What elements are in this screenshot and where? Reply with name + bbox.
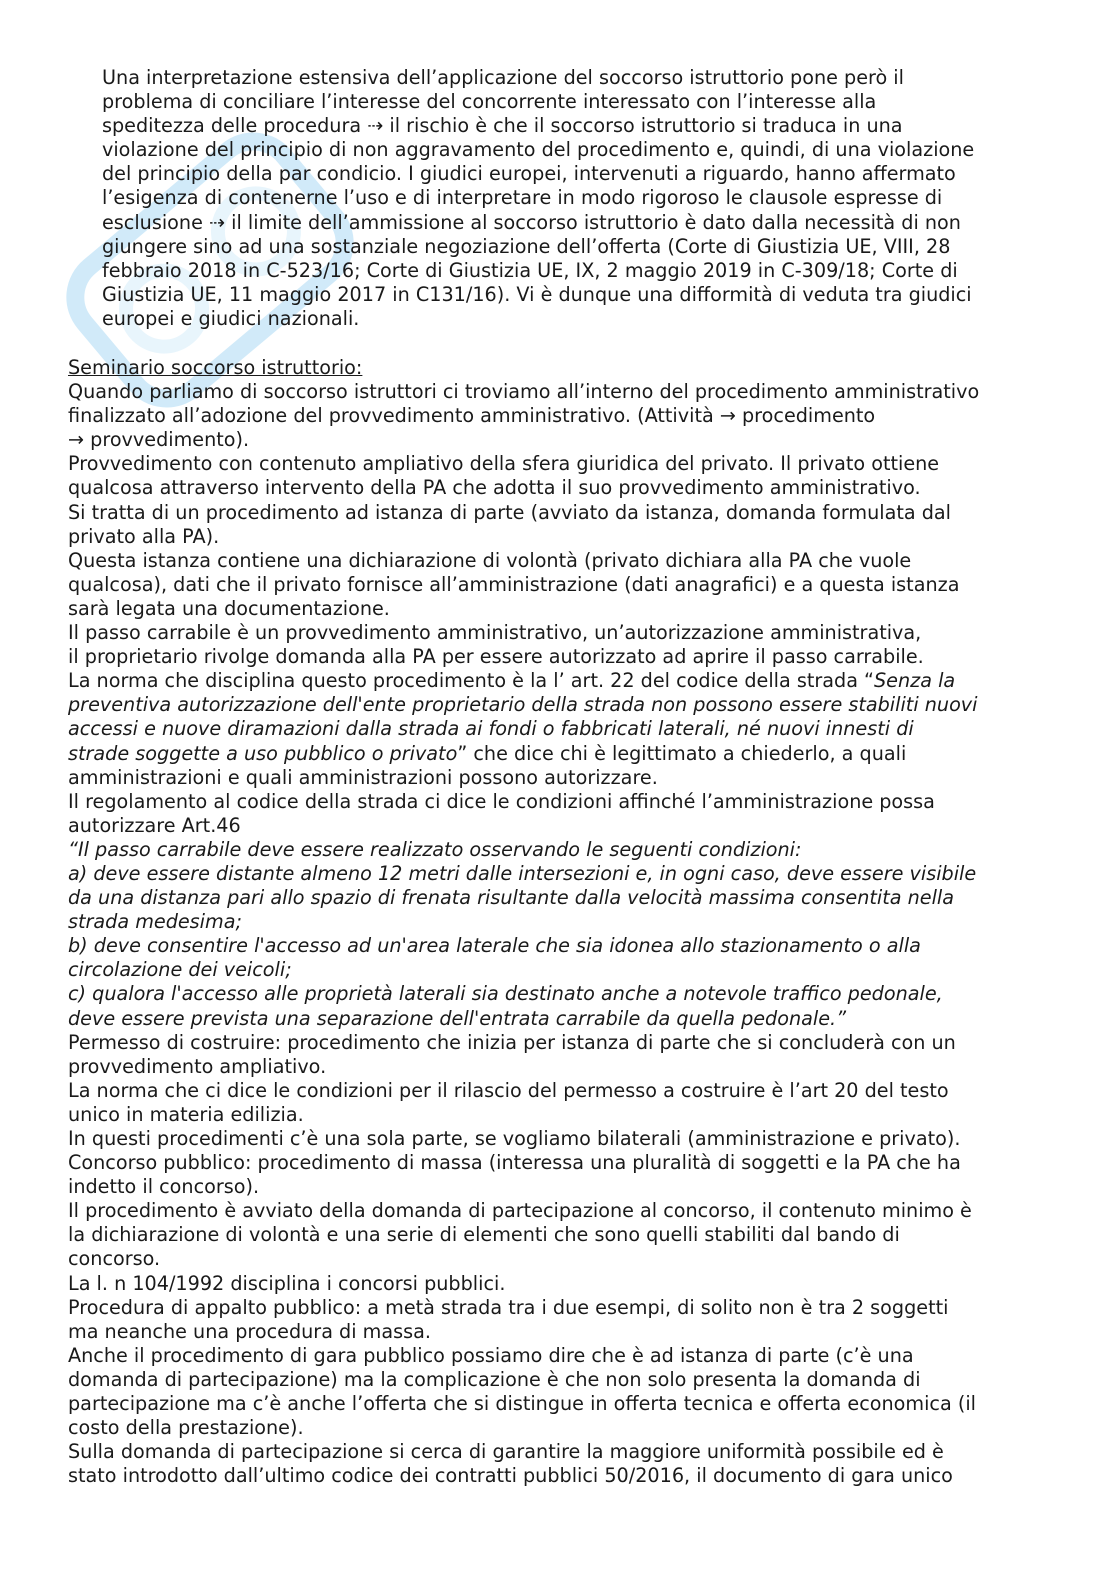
text-line: problema di conciliare l’interesse del concorrente interessato con l’interesse alla xyxy=(102,90,877,114)
text-segment: ” che dice chi è legittimato a chiederlo, a quali xyxy=(457,741,907,765)
text-line xyxy=(68,742,979,766)
quote-segment: “Il passo carrabile deve essere realizzato osservando le seguenti condizioni: xyxy=(68,837,802,861)
text-line: febbraio 2018 in C-523/16; Corte di Giustizia UE, IX, 2 maggio 2019 in C-309/18; Corte di xyxy=(102,258,958,282)
text-line: qualcosa), dati che il privato fornisce all’amministrazione (dati anagrafici) e a questa istanza xyxy=(68,572,960,596)
text-line: Anche il procedimento di gara pubblico possiamo dire che è ad istanza di parte (c’è una xyxy=(68,1343,914,1367)
text-line: Quando parliamo di soccorso istruttori ci troviamo all’interno del procedimento amministrativo xyxy=(68,380,980,404)
quote-line xyxy=(68,934,979,958)
text-line: speditezza delle procedura ⇢ il rischio è che il soccorso istruttorio si traduca in una xyxy=(102,114,903,138)
text-line: qualcosa attraverso intervento della PA che adotta il suo provvedimento amministrativo. xyxy=(68,476,921,500)
quote-segment: a) deve essere distante almeno 12 metri dalle intersezioni e, in ogni caso, deve essere visibile xyxy=(68,861,977,885)
text-line: Il procedimento è avviato della domanda di partecipazione al concorso, il contenuto minimo è xyxy=(68,1199,972,1223)
quote-segment: c) qualora l'accesso alle proprietà laterali sia destinato anche a notevole traffico pedonale, xyxy=(68,982,943,1006)
quote-line xyxy=(68,838,979,862)
text-line: Provvedimento con contenuto ampliativo della sfera giuridica del privato. Il privato ottiene xyxy=(68,452,940,476)
quote-line xyxy=(68,958,979,982)
text-line: Si tratta di un procedimento ad istanza di parte (avviato da istanza, domanda formulata dal xyxy=(68,500,952,524)
quote-line xyxy=(68,1007,979,1031)
text-line: la dichiarazione di volontà e una serie di elementi che sono quelli stabiliti dal bando di xyxy=(68,1223,900,1247)
quote-line xyxy=(68,862,979,886)
text-line: Giustizia UE, 11 maggio 2017 in C131/16). Vi è dunque una difformità di veduta tra giudici xyxy=(102,282,972,306)
text-line: costo della prestazione). xyxy=(68,1416,304,1440)
quote-segment: strada medesima; xyxy=(68,910,242,934)
text-line: Concorso pubblico: procedimento di massa (interessa una pluralità di soggetti e la PA che ha xyxy=(68,1151,961,1175)
text-line: partecipazione ma c’è anche l’offerta che si distingue in offerta tecnica e offerta economica (il xyxy=(68,1392,976,1416)
section-title: Seminario soccorso istruttorio: xyxy=(68,356,363,379)
text-line: privato alla PA). xyxy=(68,524,220,548)
text-line: giungere sino ad una sostanziale negoziazione dell’offerta (Corte di Giustizia UE, VIII, 28 xyxy=(102,234,951,258)
seminar-section xyxy=(68,356,979,1488)
text-line: La l. n 104/1992 disciplina i concorsi pubblici. xyxy=(68,1271,506,1295)
text-line: Sulla domanda di partecipazione si cerca di garantire la maggiore uniformità possibile ed è xyxy=(68,1440,944,1464)
text-line: Procedura di appalto pubblico: a metà strada tra i due esempi, di solito non è tra 2 soggetti xyxy=(68,1295,949,1319)
text-line: il proprietario rivolge domanda alla PA per essere autorizzato ad aprire il passo carrabile. xyxy=(68,645,924,669)
quote-line xyxy=(68,910,979,934)
quote-segment: strade soggette a uso pubblico o privato xyxy=(68,741,458,765)
text-line: Permesso di costruire: procedimento che inizia per istanza di parte che si concluderà con un xyxy=(68,1030,956,1054)
text-line: autorizzare Art.46 xyxy=(68,813,241,837)
quote-line xyxy=(68,693,979,717)
text-line: l’esigenza di contenerne l’uso e di interpretare in modo rigoroso le clausole espresse di xyxy=(102,186,943,210)
text-line: stato introdotto dall’ultimo codice dei contratti pubblici 50/2016, il documento di gara unico xyxy=(68,1464,953,1488)
intro-paragraph xyxy=(102,66,974,331)
text-line: Una interpretazione estensiva dell’applicazione del soccorso istruttorio pone però il xyxy=(102,66,904,89)
quote-line xyxy=(68,717,979,741)
text-line: → provvedimento). xyxy=(68,428,250,452)
quote-segment: accessi e nuove diramazioni dalla strada ai fondi o fabbricati laterali, né nuovi innesti di xyxy=(68,717,914,741)
quote-segment: Senza la xyxy=(874,669,956,693)
text-line xyxy=(68,669,979,693)
text-line: Il regolamento al codice della strada ci dice le condizioni affinché l’amministrazione possa xyxy=(68,789,935,813)
text-line: In questi procedimenti c’è una sola parte, se vogliamo bilaterali (amministrazione e privato). xyxy=(68,1127,961,1150)
text-line: concorso. xyxy=(68,1247,161,1271)
text-line: Questa istanza contiene una dichiarazione di volontà (privato dichiara alla PA che vuole xyxy=(68,548,912,572)
text-line: esclusione ⇢ il limite dell’ammissione al soccorso istruttorio è dato dalla necessità di non xyxy=(102,210,961,234)
quote-line xyxy=(68,982,979,1006)
text-line: provvedimento ampliativo. xyxy=(68,1054,327,1078)
text-line: La norma che ci dice le condizioni per il rilascio del permesso a costruire è l’art 20 del testo xyxy=(68,1078,949,1102)
text-segment: La norma che disciplina questo procedimento è la l’ art. 22 del codice della strada “ xyxy=(68,669,874,693)
text-line: unico in materia edilizia. xyxy=(68,1102,304,1126)
quote-segment: b) deve consentire l'accesso ad un'area laterale che sia idonea allo stazionamento o alla xyxy=(68,934,921,958)
quote-segment: circolazione dei veicoli; xyxy=(68,958,292,982)
text-line: domanda di partecipazione) ma la complicazione è che non solo presenta la domanda di xyxy=(68,1367,921,1391)
text-line: finalizzato all’adozione del provvedimento amministrativo. (Attività → procedimento xyxy=(68,404,876,428)
quote-segment: deve essere prevista una separazione dell'entrata carrabile da quella pedonale.” xyxy=(68,1006,847,1030)
text-line: europei e giudici nazionali. xyxy=(102,306,360,330)
text-line: indetto il concorso). xyxy=(68,1175,260,1199)
quote-line xyxy=(68,886,979,910)
text-line: violazione del principio di non aggravamento del procedimento e, quindi, di una violazione xyxy=(102,138,975,162)
quote-segment: da una distanza pari allo spazio di frenata risultante dalla velocità massima consentita nella xyxy=(68,886,955,910)
text-line: sarà legata una documentazione. xyxy=(68,596,390,620)
quote-segment: preventiva autorizzazione dell'ente proprietario della strada non possono essere stabiliti nuovi xyxy=(68,693,978,717)
text-line: Il passo carrabile è un provvedimento amministrativo, un’autorizzazione amministrativa, xyxy=(68,621,922,645)
text-line: amministrazioni e quali amministrazioni possono autorizzare. xyxy=(68,765,658,789)
text-line: del principio della par condicio. I giudici europei, intervenuti a riguardo, hanno affermato xyxy=(102,162,956,186)
text-line: ma neanche una procedura di massa. xyxy=(68,1319,431,1343)
